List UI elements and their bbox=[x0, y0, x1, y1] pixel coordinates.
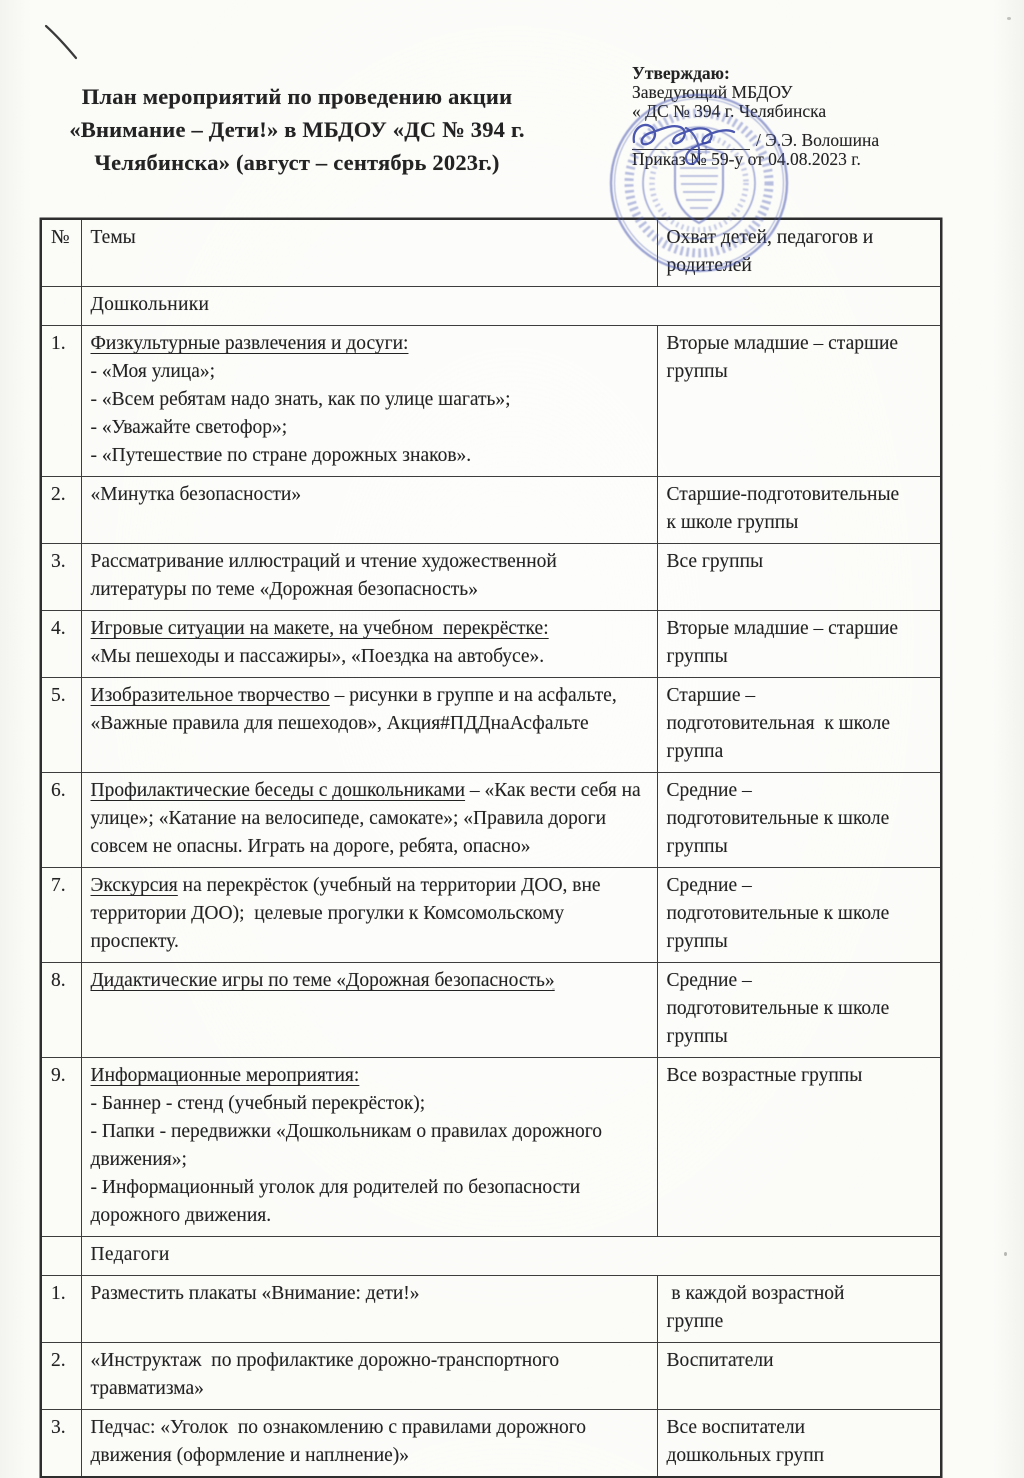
row-number: 3. bbox=[41, 544, 81, 611]
plan-table-body bbox=[41, 287, 941, 1478]
coverage-line: подготовительные к школе bbox=[666, 808, 890, 829]
topic-paragraph bbox=[91, 1280, 648, 1308]
table-row bbox=[41, 477, 941, 544]
coverage-cell bbox=[657, 678, 941, 773]
coverage-cell bbox=[657, 477, 941, 544]
title-line-2: «Внимание – Дети!» в МБДОУ «ДС № 394 г. bbox=[69, 117, 525, 142]
topic-underlined-text: Физкультурные развлечения и досуги: bbox=[90, 333, 409, 354]
topic-text: - «Всем ребятам надо знать, как по улице шагать»; bbox=[90, 389, 511, 410]
topic-text: - Информационный уголок для родителей по безопасности дорожного движения. bbox=[90, 1177, 586, 1226]
header-topics: Темы bbox=[81, 219, 657, 287]
coverage-line: группе bbox=[666, 1311, 724, 1332]
document-title bbox=[52, 80, 542, 179]
topic-paragraph bbox=[91, 548, 648, 604]
topic-paragraph bbox=[91, 330, 648, 358]
scan-speck bbox=[1004, 1252, 1007, 1256]
coverage-line: Старшие-подготовительные bbox=[666, 484, 900, 505]
signature-row bbox=[632, 124, 962, 150]
coverage-line: группы bbox=[666, 361, 728, 382]
row-number: 1. bbox=[41, 326, 81, 477]
topic-paragraph bbox=[91, 1062, 648, 1090]
approval-position: Заведующий МБДОУ bbox=[632, 82, 793, 102]
row-number: 5. bbox=[41, 678, 81, 773]
coverage-line: группы bbox=[666, 836, 728, 857]
topic-paragraph bbox=[91, 442, 648, 470]
title-line-1: План мероприятий по проведению акции bbox=[81, 84, 513, 109]
topic-cell bbox=[81, 1410, 657, 1478]
approval-label: Утверждаю: bbox=[632, 63, 730, 83]
topic-paragraph bbox=[91, 1414, 648, 1470]
row-number: 7. bbox=[41, 868, 81, 963]
approval-block bbox=[632, 64, 962, 169]
topic-text: - Баннер - стенд (учебный перекрёсток); bbox=[90, 1093, 426, 1114]
coverage-line: Все группы bbox=[666, 551, 764, 572]
table-row bbox=[41, 773, 941, 868]
coverage-cell bbox=[657, 544, 941, 611]
topic-text: «Минутка безопасности» bbox=[90, 484, 302, 505]
topic-text: «Мы пешеходы и пассажиры», «Поездка на автобусе». bbox=[90, 646, 545, 667]
topic-cell bbox=[81, 1276, 657, 1343]
coverage-cell bbox=[657, 868, 941, 963]
header-coverage: Охват детей, педагогов и родителей bbox=[657, 219, 941, 287]
section-title: Дошкольники bbox=[81, 287, 941, 326]
coverage-cell bbox=[657, 611, 941, 678]
topic-text: - «Моя улица»; bbox=[90, 361, 216, 382]
topic-cell bbox=[81, 678, 657, 773]
topic-text: Рассматривание иллюстраций и чтение художественной литературы по теме «Дорожная безопасность» bbox=[90, 551, 562, 600]
topic-cell bbox=[81, 544, 657, 611]
topic-underlined-text: Дидактические игры по теме «Дорожная безопасность» bbox=[90, 970, 555, 991]
coverage-cell bbox=[657, 1058, 941, 1237]
coverage-line: группы bbox=[666, 646, 728, 667]
coverage-line: к школе группы bbox=[666, 512, 799, 533]
topic-cell bbox=[81, 773, 657, 868]
topic-underlined-text: Изобразительное творчество bbox=[90, 685, 330, 706]
topic-text: - «Путешествие по стране дорожных знаков». bbox=[90, 445, 472, 466]
coverage-line: Средние – bbox=[666, 780, 752, 801]
approval-order: Приказ № 59-у от 04.08.2023 г. bbox=[632, 149, 861, 169]
coverage-line: группа bbox=[666, 741, 724, 762]
topic-underlined-text: Профилактические беседы с дошкольниками bbox=[90, 780, 466, 801]
signature-ink bbox=[632, 126, 750, 150]
row-number: 4. bbox=[41, 611, 81, 678]
topic-text: «Инструктаж по профилактике дорожно-транспортного травматизма» bbox=[90, 1350, 565, 1399]
topic-paragraph bbox=[91, 967, 648, 995]
table-row bbox=[41, 1276, 941, 1343]
topic-text: - Папки - передвижки «Дошкольникам о правилах дорожного движения»; bbox=[90, 1121, 607, 1170]
topic-paragraph bbox=[91, 777, 648, 861]
coverage-line: группы bbox=[666, 931, 728, 952]
row-number: 9. bbox=[41, 1058, 81, 1237]
table-row bbox=[41, 1410, 941, 1478]
topic-paragraph bbox=[91, 1090, 648, 1118]
plan-table bbox=[40, 218, 942, 1478]
topic-paragraph bbox=[91, 358, 648, 386]
coverage-cell bbox=[657, 1343, 941, 1410]
topic-cell bbox=[81, 326, 657, 477]
title-line-3: Челябинска» (август – сентябрь 2023г.) bbox=[94, 150, 500, 175]
scan-speck bbox=[1007, 17, 1011, 20]
coverage-cell bbox=[657, 326, 941, 477]
table-header-row bbox=[41, 219, 941, 287]
approval-org: « ДС № 394 г. Челябинска bbox=[632, 101, 827, 121]
coverage-line: подготовительная к школе bbox=[666, 713, 891, 734]
section-empty-cell bbox=[41, 287, 81, 326]
table-row bbox=[41, 678, 941, 773]
coverage-line: подготовительные к школе bbox=[666, 998, 890, 1019]
coverage-line: в каждой возрастной bbox=[666, 1283, 845, 1304]
table-row bbox=[41, 963, 941, 1058]
topic-paragraph bbox=[91, 1174, 648, 1230]
table-row bbox=[41, 326, 941, 477]
table-row bbox=[41, 544, 941, 611]
topic-text: – рисунки в группе и на асфальте, «Важные правила для пешеходов», Акция#ПДДнаАсфальте bbox=[90, 685, 627, 734]
topic-paragraph bbox=[91, 414, 648, 442]
table-row bbox=[41, 1058, 941, 1237]
coverage-line: группы bbox=[666, 1026, 728, 1047]
row-number: 3. bbox=[41, 1410, 81, 1478]
topic-cell bbox=[81, 868, 657, 963]
coverage-line: Воспитатели bbox=[666, 1350, 774, 1371]
topic-paragraph bbox=[91, 386, 648, 414]
coverage-line: дошкольных групп bbox=[666, 1445, 825, 1466]
row-number: 1. bbox=[41, 1276, 81, 1343]
coverage-line: Вторые младшие – старшие bbox=[666, 333, 899, 354]
section-row bbox=[41, 1237, 941, 1276]
table-row bbox=[41, 611, 941, 678]
coverage-line: Средние – bbox=[666, 970, 752, 991]
topic-underlined-text: Игровые ситуации на макете, на учебном перекрёстке: bbox=[90, 618, 549, 639]
topic-paragraph bbox=[91, 481, 648, 509]
topic-paragraph bbox=[91, 1118, 648, 1174]
topic-paragraph bbox=[91, 872, 648, 956]
coverage-line: Средние – bbox=[666, 875, 752, 896]
table-row bbox=[41, 1343, 941, 1410]
section-title: Педагоги bbox=[81, 1237, 941, 1276]
coverage-line: Все возрастные группы bbox=[666, 1065, 863, 1086]
coverage-line: Все воспитатели bbox=[666, 1417, 806, 1438]
header-number: № bbox=[41, 219, 81, 287]
approver-name: / Э.Э. Волошина bbox=[756, 130, 880, 150]
table-row bbox=[41, 868, 941, 963]
coverage-cell bbox=[657, 963, 941, 1058]
topic-paragraph bbox=[91, 615, 648, 643]
coverage-cell bbox=[657, 773, 941, 868]
topic-underlined-text: Экскурсия bbox=[90, 875, 178, 896]
topic-paragraph bbox=[91, 1347, 648, 1403]
topic-cell bbox=[81, 963, 657, 1058]
topic-cell bbox=[81, 1058, 657, 1237]
coverage-line: Вторые младшие – старшие bbox=[666, 618, 899, 639]
topic-text: - «Уважайте светофор»; bbox=[90, 417, 288, 438]
topic-paragraph bbox=[91, 682, 648, 738]
topic-text: Педчас: «Уголок по ознакомлению с правилами дорожного движения (оформление и наплнение)» bbox=[90, 1417, 591, 1466]
topic-cell bbox=[81, 1343, 657, 1410]
topic-paragraph bbox=[91, 643, 648, 671]
coverage-cell bbox=[657, 1276, 941, 1343]
section-row bbox=[41, 287, 941, 326]
pen-mark bbox=[38, 18, 98, 73]
row-number: 6. bbox=[41, 773, 81, 868]
topic-underlined-text: Информационные мероприятия: bbox=[90, 1065, 360, 1086]
row-number: 2. bbox=[41, 477, 81, 544]
coverage-line: подготовительные к школе bbox=[666, 903, 890, 924]
topic-cell bbox=[81, 611, 657, 678]
topic-text: на перекрёсток (учебный на территории ДОО, вне территории ДОО); целевые прогулки к Комсомольскому проспекту. bbox=[90, 875, 606, 952]
topic-text: Разместить плакаты «Внимание: дети!» bbox=[90, 1283, 420, 1304]
row-number: 2. bbox=[41, 1343, 81, 1410]
coverage-line: Старшие – bbox=[666, 685, 756, 706]
coverage-cell bbox=[657, 1410, 941, 1478]
topic-cell bbox=[81, 477, 657, 544]
topic-text: – «Как вести себя на улице»; «Катание на велосипеде, самокате»; «Правила дороги совсем не опасны. Играть на дороге, ребята, опасно» bbox=[90, 780, 646, 857]
row-number: 8. bbox=[41, 963, 81, 1058]
section-empty-cell bbox=[41, 1237, 81, 1276]
